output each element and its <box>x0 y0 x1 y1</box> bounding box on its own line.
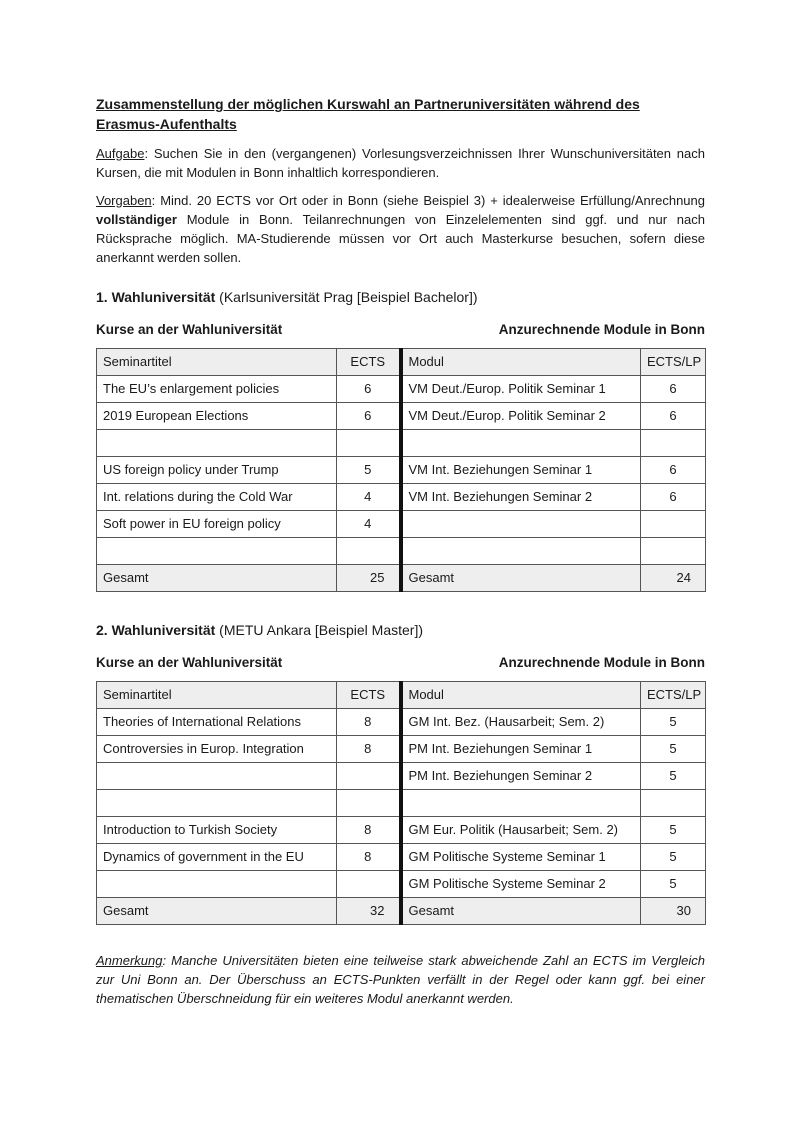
cell-ects: 4 <box>337 484 401 511</box>
section-1-subheads <box>96 321 705 339</box>
aufgabe-text: : Suchen Sie in den (vergangenen) Vorlesungsverzeichnissen Ihrer Wunschuniversitäten nach Kursen, die mit Modulen in Bonn inhaltlich korrespondieren. <box>96 146 705 180</box>
cell-ects: 4 <box>337 511 401 538</box>
cell-ects: 8 <box>337 709 401 736</box>
cell-modul: VM Deut./Europ. Politik Seminar 1 <box>401 376 641 403</box>
cell-ects-lp: 6 <box>641 484 706 511</box>
cell-ects-lp <box>641 790 706 817</box>
cell-modul <box>401 511 641 538</box>
section-1-heading-rest: (Karlsuniversität Prag [Beispiel Bachelor]) <box>215 289 478 305</box>
total-label-left: Gesamt <box>97 565 337 592</box>
vorgaben-label: Vorgaben <box>96 193 152 208</box>
table-total-row <box>97 565 706 592</box>
total-ects-lp: 30 <box>641 898 706 925</box>
cell-modul: VM Int. Beziehungen Seminar 1 <box>401 457 641 484</box>
cell-seminar: US foreign policy under Trump <box>97 457 337 484</box>
cell-seminar: Controversies in Europ. Integration <box>97 736 337 763</box>
table-total-row <box>97 898 706 925</box>
cell-seminar <box>97 790 337 817</box>
section-2-right-subhead: Anzurechnende Module in Bonn <box>498 655 705 670</box>
cell-ects: 5 <box>337 457 401 484</box>
section-2-table-body <box>97 682 706 925</box>
cell-ects-lp: 5 <box>641 763 706 790</box>
table-header-row <box>97 349 706 376</box>
section-1-table <box>96 348 706 592</box>
cell-ects: 8 <box>337 736 401 763</box>
cell-ects <box>337 871 401 898</box>
cell-ects-lp: 6 <box>641 376 706 403</box>
total-label-right: Gesamt <box>401 898 641 925</box>
table-row <box>97 736 706 763</box>
cell-ects: 8 <box>337 844 401 871</box>
cell-ects-lp: 6 <box>641 457 706 484</box>
cell-seminar: The EU’s enlargement policies <box>97 376 337 403</box>
table-row <box>97 511 706 538</box>
section-2-heading-number: 2. Wahluniversität <box>96 622 216 638</box>
document-page <box>96 94 705 1021</box>
aufgabe-label: Aufgabe <box>96 146 145 161</box>
cell-seminar <box>97 538 337 565</box>
aufgabe-paragraph <box>96 144 705 182</box>
header-ects-lp: ECTS/LP <box>641 349 706 376</box>
vorgaben-paragraph <box>96 191 705 267</box>
section-1-heading <box>96 287 705 307</box>
section-2 <box>96 620 705 925</box>
cell-seminar: Introduction to Turkish Society <box>97 817 337 844</box>
cell-ects: 6 <box>337 403 401 430</box>
anmerkung-paragraph <box>96 951 705 1008</box>
vorgaben-text-1: : Mind. 20 ECTS vor Ort oder in Bonn (siehe Beispiel 3) + idealerweise Erfüllung/Anrechnung <box>151 193 705 208</box>
cell-seminar: 2019 European Elections <box>97 403 337 430</box>
cell-ects-lp <box>641 430 706 457</box>
header-seminartitel: Seminartitel <box>97 682 337 709</box>
table-row <box>97 844 706 871</box>
section-2-subheads <box>96 654 705 672</box>
section-2-left-subhead: Kurse an der Wahluniversität <box>96 655 283 670</box>
cell-seminar <box>97 763 337 790</box>
cell-seminar <box>97 430 337 457</box>
total-label-right: Gesamt <box>401 565 641 592</box>
section-2-table <box>96 681 706 925</box>
cell-modul <box>401 430 641 457</box>
anmerkung-label: Anmerkung <box>96 953 163 968</box>
cell-ects-lp <box>641 511 706 538</box>
header-modul: Modul <box>401 349 641 376</box>
cell-ects <box>337 538 401 565</box>
cell-seminar <box>97 871 337 898</box>
table-row <box>97 457 706 484</box>
cell-ects: 8 <box>337 817 401 844</box>
cell-modul <box>401 538 641 565</box>
table-row <box>97 817 706 844</box>
cell-ects-lp <box>641 538 706 565</box>
cell-seminar: Theories of International Relations <box>97 709 337 736</box>
total-ects: 32 <box>337 898 401 925</box>
cell-modul: VM Deut./Europ. Politik Seminar 2 <box>401 403 641 430</box>
total-label-left: Gesamt <box>97 898 337 925</box>
table-row <box>97 484 706 511</box>
header-modul: Modul <box>401 682 641 709</box>
section-1 <box>96 287 705 592</box>
header-ects: ECTS <box>337 682 401 709</box>
cell-seminar: Soft power in EU foreign policy <box>97 511 337 538</box>
table-row <box>97 403 706 430</box>
total-ects-lp: 24 <box>641 565 706 592</box>
cell-ects <box>337 763 401 790</box>
cell-ects-lp: 6 <box>641 403 706 430</box>
cell-ects-lp: 5 <box>641 844 706 871</box>
table-row <box>97 376 706 403</box>
table-row <box>97 871 706 898</box>
vorgaben-bold: vollständiger <box>96 212 177 227</box>
cell-seminar: Int. relations during the Cold War <box>97 484 337 511</box>
cell-modul: GM Int. Bez. (Hausarbeit; Sem. 2) <box>401 709 641 736</box>
table-row <box>97 790 706 817</box>
cell-seminar: Dynamics of government in the EU <box>97 844 337 871</box>
table-row <box>97 709 706 736</box>
total-ects: 25 <box>337 565 401 592</box>
section-1-right-subhead: Anzurechnende Module in Bonn <box>498 322 705 337</box>
header-ects-lp: ECTS/LP <box>641 682 706 709</box>
section-2-heading-rest: (METU Ankara [Beispiel Master]) <box>215 622 424 638</box>
cell-ects-lp: 5 <box>641 871 706 898</box>
cell-ects-lp: 5 <box>641 709 706 736</box>
cell-modul <box>401 790 641 817</box>
cell-modul: PM Int. Beziehungen Seminar 2 <box>401 763 641 790</box>
table-row <box>97 763 706 790</box>
cell-ects: 6 <box>337 376 401 403</box>
table-row <box>97 430 706 457</box>
cell-modul: GM Eur. Politik (Hausarbeit; Sem. 2) <box>401 817 641 844</box>
cell-modul: GM Politische Systeme Seminar 1 <box>401 844 641 871</box>
cell-ects-lp: 5 <box>641 736 706 763</box>
cell-modul: GM Politische Systeme Seminar 2 <box>401 871 641 898</box>
section-1-left-subhead: Kurse an der Wahluniversität <box>96 322 283 337</box>
cell-ects <box>337 790 401 817</box>
section-1-heading-number: 1. Wahluniversität <box>96 289 216 305</box>
table-header-row <box>97 682 706 709</box>
anmerkung-text: : Manche Universitäten bieten eine teilweise stark abweichende Zahl an ECTS im Vergleich zur Uni Bonn an. Der Überschuss an ECTS-Punkten verfällt in der Regel oder kann ggf. bei einer thematischen Überschneidung für ein weiteres Modul anerkannt werden. <box>96 953 705 1006</box>
cell-ects-lp: 5 <box>641 817 706 844</box>
header-seminartitel: Seminartitel <box>97 349 337 376</box>
cell-modul: VM Int. Beziehungen Seminar 2 <box>401 484 641 511</box>
section-2-heading <box>96 620 705 640</box>
cell-modul: PM Int. Beziehungen Seminar 1 <box>401 736 641 763</box>
document-title: Zusammenstellung der möglichen Kurswahl an Partneruniversitäten während des Erasmus-Aufenthalts <box>96 96 640 132</box>
header-ects: ECTS <box>337 349 401 376</box>
section-1-table-body <box>97 349 706 592</box>
cell-ects <box>337 430 401 457</box>
table-row <box>97 538 706 565</box>
vorgaben-text-2: Module in Bonn. Teilanrechnungen von Einzelelementen sind ggf. und nur nach Rücksprache möglich. MA-Studierende müssen vor Ort auch Masterkurse besuchen, sofern diese anerkannt werden sollen. <box>96 212 705 265</box>
